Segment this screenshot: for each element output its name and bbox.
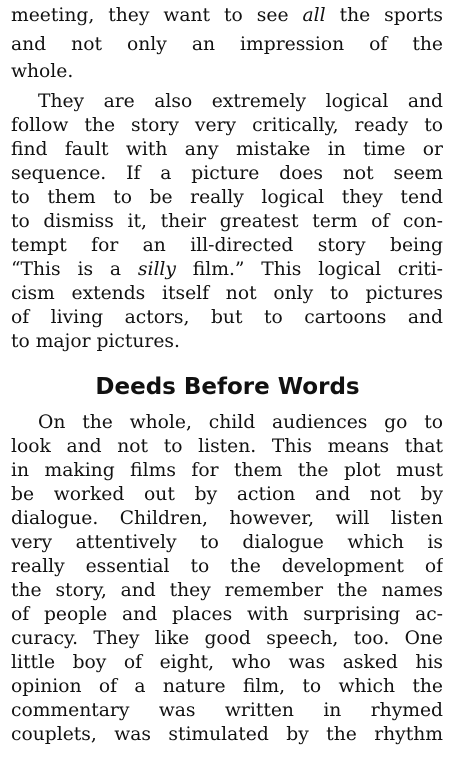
text-line: follow the story very critically, ready to: [11, 115, 443, 136]
text-line: of living actors, but to cartoons and: [11, 307, 443, 328]
text-line: to major pictures.: [11, 331, 180, 352]
text-line: very attentively to dialogue which is: [11, 532, 443, 553]
text-run: film.” This logical criti-: [175, 259, 443, 280]
text-line: They are also extremely logical and: [38, 91, 443, 112]
text-line: and not only an impression of the: [11, 34, 443, 55]
section-heading: Deeds Before Words: [95, 374, 360, 400]
text-line: the story, and they remember the names: [11, 580, 443, 601]
text-line: find fault with any mistake in time or: [11, 139, 443, 160]
text-line: opinion of a nature film, to which the: [11, 676, 443, 697]
text-line: commentary was written in rhymed: [11, 700, 443, 721]
text-line: [11, 4, 443, 27]
text-line: to dismiss it, their greatest term of con-: [11, 211, 443, 232]
text-line: be worked out by action and not by: [11, 484, 443, 505]
text-run: meeting, they want to see: [11, 5, 303, 26]
text-line: in making films for them the plot must: [11, 460, 443, 481]
text-line: little boy of eight, who was asked his: [11, 652, 443, 673]
text-line: couplets, was stimulated by the rhythm: [11, 724, 443, 745]
emphasis-text: all: [302, 5, 326, 26]
text-line: On the whole, child audiences go to: [38, 412, 443, 433]
text-line: sequence. If a picture does not seem: [11, 163, 443, 184]
text-line: cism extends itself not only to pictures: [11, 283, 443, 304]
text-line: to them to be really logical they tend: [11, 187, 443, 208]
text-line: tempt for an ill-directed story being: [11, 235, 443, 256]
text-line: of people and places with surprising ac-: [11, 604, 443, 625]
text-line: curacy. They like good speech, too. One: [11, 628, 443, 649]
text-line: dialogue. Children, however, will listen: [11, 508, 443, 529]
text-run: the sports: [325, 5, 443, 26]
text-line: [11, 258, 443, 281]
text-run: “This is a: [11, 259, 138, 280]
emphasis-text: silly: [137, 259, 176, 280]
text-line: whole.: [11, 61, 74, 82]
text-line: look and not to listen. This means that: [11, 436, 443, 457]
text-line: really essential to the development of: [11, 556, 443, 577]
